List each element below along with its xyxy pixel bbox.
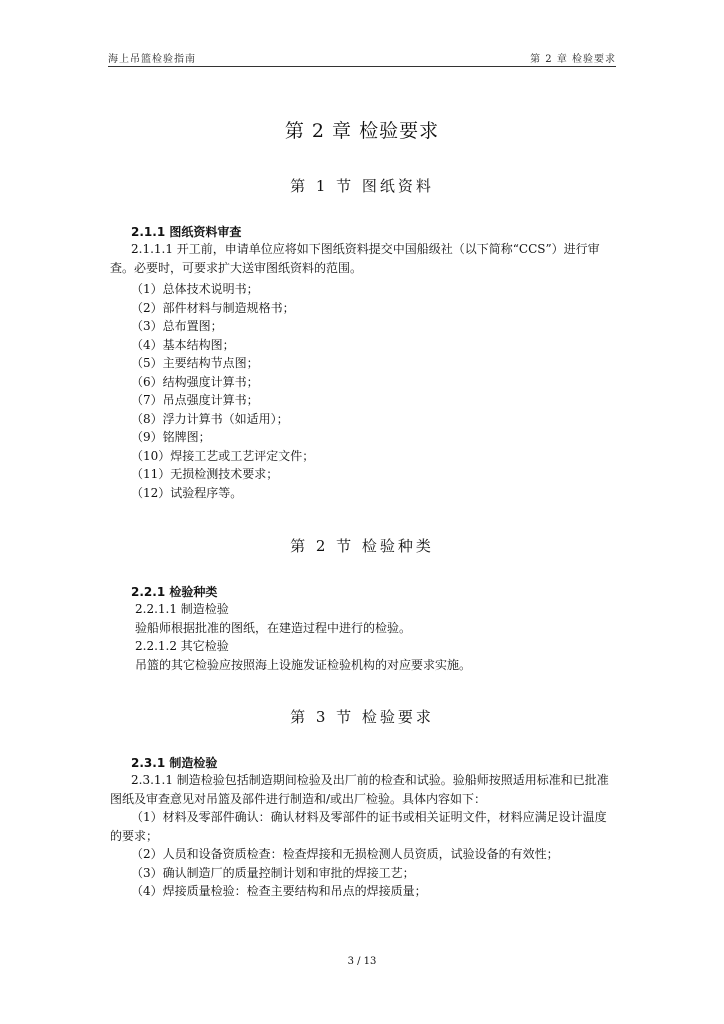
section-2-title: 第 2 节 检验种类 <box>290 537 434 555</box>
list-item: （7）吊点强度计算书； <box>131 393 259 407</box>
list-item: （10）焊接工艺或工艺评定文件； <box>131 448 315 463</box>
section-2-subheading: 2.2.1 检验种类 <box>131 585 218 599</box>
list-item: 吊篮的其它检验应按照海上设施发证检验机构的对应要求实施。 <box>135 657 472 672</box>
header-chapter: 第 2 章 检验要求 <box>530 54 616 65</box>
section-1-title: 第 1 节 图纸资料 <box>290 177 434 195</box>
list-item: （4）基本结构图； <box>131 337 235 352</box>
list-item: （11）无损检测技术要求； <box>131 467 279 481</box>
section-3-subheading: 2.3.1 制造检验 <box>131 756 218 770</box>
list-item: 验船师根据批准的图纸，在建造过程中进行的检验。 <box>135 620 412 635</box>
chapter-title: 第 2 章 检验要求 <box>284 120 440 142</box>
list-item: （4）焊接质量检验：检查主要结构和吊点的焊接质量； <box>131 884 427 898</box>
section-1-subheading: 2.1.1 图纸资料审查 <box>131 225 242 239</box>
list-item: （3）确认制造厂的质量控制计划和审批的焊接工艺； <box>131 865 415 880</box>
list-item: （9）铭牌图； <box>131 430 211 444</box>
list-item: （2）部件材料与制造规格书； <box>131 300 295 315</box>
list-item: 2.2.1.1 制造检验 <box>135 602 229 616</box>
list-item: （3）总布置图； <box>131 319 223 333</box>
list-item: （8）浮力计算书（如适用）； <box>131 411 289 426</box>
list-item: （2）人员和设备资质检查：检查焊接和无损检测人员资质，试验设备的有效性； <box>131 847 559 861</box>
header-guide-title: 海上吊篮检验指南 <box>108 54 196 65</box>
section-3-paragraph-2: （1）材料及零部件确认：确认材料及零部件的证书或相关证明文件，材料应满足设计温度的要求； <box>110 810 607 843</box>
section-3-paragraph: 2.3.1.1 制造检验包括制造期间检验及出厂前的检查和试验。验船师按照适用标准和已批准图纸及审查意见对吊篮及部件进行制造和/或出厂检验。具体内容如下： <box>110 773 609 806</box>
list-item: （1）总体技术说明书； <box>131 282 259 296</box>
section-1-paragraph: 2.1.1.1 开工前，申请单位应将如下图纸资料提交中国船级社（以下简称“CCS”）进行审查。必要时，可要求扩大送审图纸资料的范围。 <box>110 242 600 275</box>
list-item: （12）试验程序等。 <box>131 485 243 500</box>
list-item: （6）结构强度计算书； <box>131 374 259 389</box>
page-header <box>108 50 616 67</box>
section-3-title: 第 3 节 检验要求 <box>290 708 434 726</box>
page-number: 3 / 13 <box>347 956 377 967</box>
list-item: （5）主要结构节点图； <box>131 356 259 370</box>
list-item: 2.2.1.2 其它检验 <box>135 639 229 653</box>
